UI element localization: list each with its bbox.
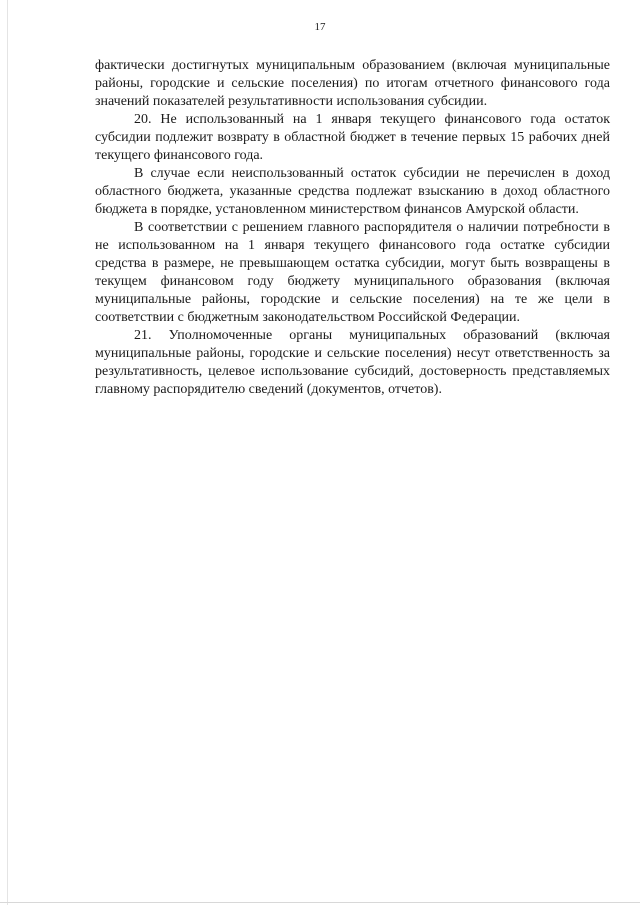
scan-bottom-edge xyxy=(0,902,640,903)
paragraph-item-21: 21. Уполномоченные органы муниципальных образований (включая муниципальные районы, городские и сельские поселения) несут ответственность за результативность, целевое использование субсидий, достоверность представляемых главному распорядителю сведений (документов, отчетов). xyxy=(95,328,610,397)
paragraph-continuation: фактически достигнутых муниципальным образованием (включая муниципальные районы, городские и сельские поселения) по итогам отчетного финансового года значений показателей результативности использования субсидии. xyxy=(95,58,610,109)
scan-edge-line xyxy=(7,0,8,905)
paragraph-unspent-balance-recovery: В случае если неиспользованный остаток субсидии не перечислен в доход областного бюджета, указанные средства подлежат взысканию в доход областного бюджета в порядке, установленном министерством финансов Амурской области. xyxy=(95,166,610,217)
document-body xyxy=(95,57,610,399)
page-number: 17 xyxy=(314,21,326,33)
paragraph-item-20: 20. Не использованный на 1 января текущего финансового года остаток субсидии подлежит возврату в областной бюджет в течение первых 15 рабочих дней текущего финансового года. xyxy=(95,112,610,163)
paragraph-return-of-funds: В соответствии с решением главного распорядителя о наличии потребности в не использованном на 1 января текущего финансового года остатке субсидии средства в размере, не превышающем остатка субсидии, могут быть возвращены в текущем финансовом году бюджету муниципального образования (включая муниципальные районы, городские и сельские поселения) на те же цели в соответствии с бюджетным законодательством Российской Федерации. xyxy=(95,220,610,325)
